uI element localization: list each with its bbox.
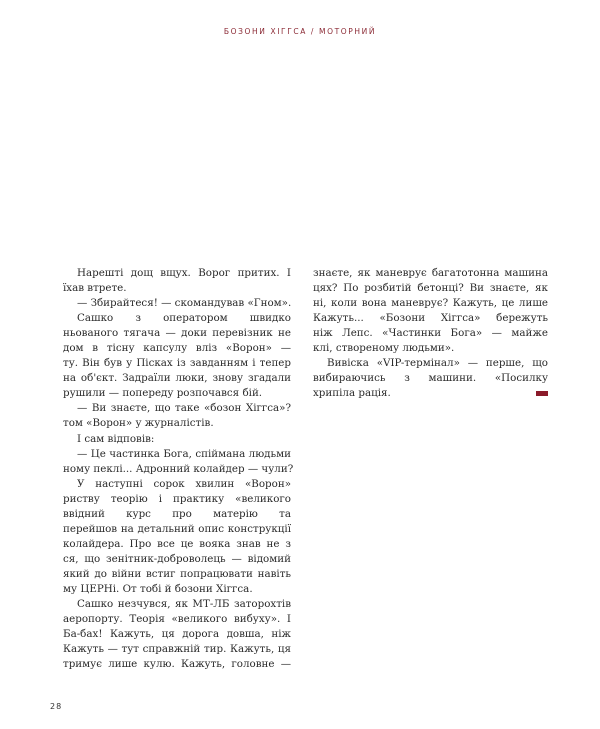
line [63,582,291,597]
line [313,266,548,281]
line [313,296,548,311]
text-line: риству теорію і практику «великого [63,492,291,505]
paragraph [63,311,291,401]
line [63,356,291,371]
line [63,507,291,522]
text-line: колайдера. Про все це вояка знав не з [63,537,291,550]
running-header: БОЗОНИ ХІГГСА / МОТОРНИЙ [223,27,377,36]
paragraph [313,356,548,401]
text-line: — Це частинка Бога, спіймана людьми [77,447,291,460]
text-line: ніж Лепс. «Частинки Бога» — майже [313,327,548,340]
line [63,266,291,281]
text-line: на об'єкт. Задраїли люки, знову згадали [63,372,291,385]
line [313,281,548,296]
line [63,612,291,627]
text-column-left [63,266,294,672]
page-number: 28 [50,702,63,711]
line [63,552,291,567]
paragraph [63,401,291,431]
line [63,522,291,537]
text-line: знаєте, як маневрує багатотонна машина [313,267,548,279]
text-line: який до війни встиг попрацювати навіть [63,567,291,580]
line [63,627,291,642]
text-line: Ба-бах! Кажуть, ця дорога довша, ніж [63,628,291,641]
text-line: му ЦЕРНі. От тобі й бозони Хіггса. [63,582,253,595]
text-line: У наступні сорок хвилин «Ворон» [77,477,291,490]
text-column-right [313,266,548,401]
line [63,477,291,492]
line [63,371,291,386]
line [313,326,548,341]
text-line: ні, коли вона маневрує? Кажуть, це лише [313,297,548,310]
paragraph [63,597,291,672]
text-line: вибираючись з машини. «Посилку [313,372,548,385]
text-line: ввідний курс про матерію та [63,507,291,520]
line [63,432,291,447]
text-line: аеропорту. Теорія «великого вибуху». І [63,613,291,626]
line [63,597,291,612]
paragraph [63,447,294,477]
text-line: дом в тісну капсулу вліз «Ворон» — [63,342,291,355]
text-line: перейшов на детальний опис конструкції [63,522,291,535]
line [313,356,548,371]
text-line: тримує лише кулю. Кажуть, головне — [63,658,291,671]
text-line: ту. Він був у Пісках із завданням і тепер [63,357,291,370]
line [313,311,548,326]
text-line: І сам відповів: [77,432,155,445]
text-line: ному пеклі... Адронний колайдер — чули? [63,462,294,475]
line [63,401,291,416]
line [63,447,291,462]
paragraph [63,296,291,311]
line [63,326,291,341]
paragraph [63,266,291,296]
text-line: клі, створеному людьми». [313,342,455,355]
line [63,567,291,582]
paragraph [313,266,548,356]
text-line: ньованого тягача — доки перевізник не [63,327,291,340]
text-line: Вивіска «VIP-термінал» — перше, що [327,357,548,370]
line [63,386,291,401]
text-line: Кажуть — тут справжній тир. Кажуть, ця [63,643,291,656]
text-line: — Ви знаєте, що таке «бозон Хіггса»? [77,402,291,415]
text-line: їхав втрете. [63,282,127,295]
text-line: Нарешті дощ вщух. Ворог притих. І [77,267,291,279]
line [63,311,291,326]
text-line: — Збирайтеся! — скомандував «Гном». [77,297,292,310]
paragraph [63,432,291,447]
line [63,296,291,311]
line [313,371,548,386]
text-line: том «Ворон» у журналістів. [63,417,214,430]
line [63,642,291,657]
line [63,462,294,477]
line [63,492,291,507]
line [313,386,548,401]
paragraph [63,477,291,597]
end-of-article-mark [536,391,548,396]
line [63,416,291,431]
line [63,281,291,296]
line [63,657,291,672]
text-line: Сашко з оператором швидко [77,312,291,325]
text-line: рушили — попереду розпочався бій. [63,387,263,400]
line [63,537,291,552]
text-line: хрипіла рація. [313,387,391,400]
text-line: Сашко незчувся, як МТ-ЛБ заторохтів [77,598,291,611]
text-line: ся, що зенітник-доброволець — відомий [63,552,291,565]
text-line: цях? По розбитій бетонці? Ви знаєте, як [313,282,548,295]
text-line: Кажуть... «Бозони Хіггса» бережуть [313,312,548,325]
line [313,341,548,356]
line [63,341,291,356]
